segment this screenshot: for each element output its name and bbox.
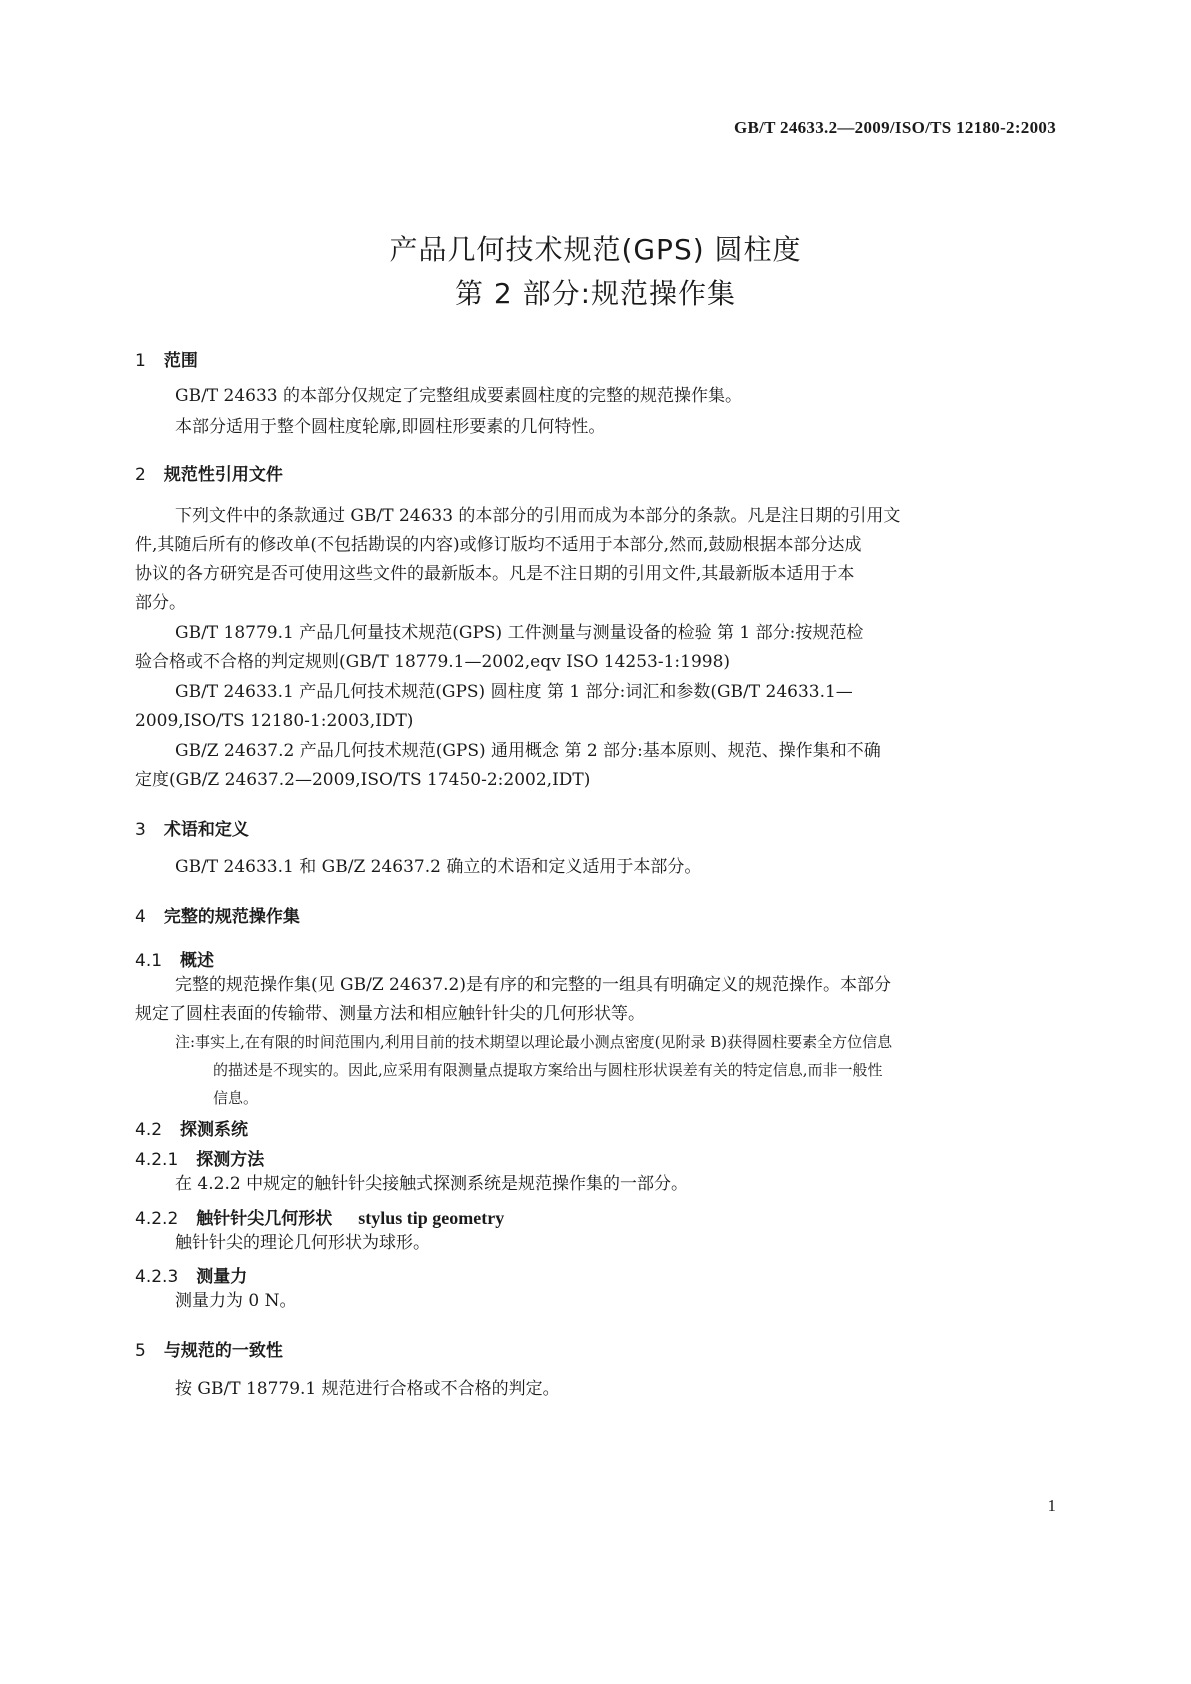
document-title: 产品几何技术规范(GPS) 圆柱度 bbox=[389, 233, 802, 266]
section-5-paragraph: 按 GB/T 18779.1 规范进行合格或不合格的判定。 bbox=[175, 1379, 560, 1399]
section-heading-2: 2 规范性引用文件 bbox=[135, 465, 283, 485]
document-subtitle: 第 2 部分:规范操作集 bbox=[454, 277, 737, 310]
section-heading-5: 5 与规范的一致性 bbox=[135, 1341, 283, 1361]
page-number: 1 bbox=[1047, 1496, 1056, 1515]
section-heading-1: 1 范围 bbox=[135, 351, 198, 371]
subsection-heading-4-2-2: 4.2.2 触针针尖几何形状 stylus tip geometry bbox=[135, 1208, 505, 1229]
subsection-heading-4-2-3: 4.2.3 测量力 bbox=[135, 1267, 248, 1287]
section-4-2-3-paragraph: 测量力为 0 N。 bbox=[175, 1291, 297, 1311]
standard-id: GB/T 24633.2—2009/ISO/TS 12180-2:2003 bbox=[733, 118, 1056, 137]
section-4-2-2-paragraph: 触针针尖的理论几何形状为球形。 bbox=[175, 1233, 430, 1253]
section-1-paragraph: 本部分适用于整个圆柱度轮廓,即圆柱形要素的几何特性。 bbox=[175, 417, 606, 437]
section-heading-4: 4 完整的规范操作集 bbox=[135, 907, 300, 927]
subsection-heading-4-1: 4.1 概述 bbox=[135, 951, 215, 971]
normative-reference: GB/T 24633.1 产品几何技术规范(GPS) 圆柱度 第 1 部分:词汇和参数(GB/T 24633.1— 2009,ISO/TS 12180-1:2003,IDT) bbox=[135, 682, 853, 731]
section-heading-3: 3 术语和定义 bbox=[135, 820, 249, 840]
normative-reference: GB/T 18779.1 产品几何量技术规范(GPS) 工件测量与测量设备的检验 第 1 部分:按规范检 验合格或不合格的判定规则(GB/T 18779.1—2002,eqv ISO 14253-1:1998) bbox=[135, 623, 864, 672]
note: 注:事实上,在有限的时间范围内,利用目前的技术期望以理论最小测点密度(见附录 B)获得圆柱要素全方位信息 的描述是不现实的。因此,应采用有限测量点提取方案给出与圆柱形状误差有关的特定信息,而非一般性 信息。 bbox=[175, 1033, 893, 1107]
normative-reference: GB/Z 24637.2 产品几何技术规范(GPS) 通用概念 第 2 部分:基本原则、规范、操作集和不确 定度(GB/Z 24637.2—2009,ISO/TS 17450-2:2002,IDT) bbox=[135, 741, 881, 790]
subsection-heading-4-2: 4.2 探测系统 bbox=[135, 1120, 249, 1140]
section-1-paragraph: GB/T 24633 的本部分仅规定了完整组成要素圆柱度的完整的规范操作集。 bbox=[175, 386, 743, 406]
section-2-intro: 下列文件中的条款通过 GB/T 24633 的本部分的引用而成为本部分的条款。凡是注日期的引用文 件,其随后所有的修改单(不包括勘误的内容)或修订版均不适用于本部分,然而,鼓励根据本部分达成 协议的各方研究是否可使用这些文件的最新版本。凡是不注日期的引用文件,其最新版本适用于本 部分。 bbox=[135, 506, 901, 613]
subsection-heading-4-2-1: 4.2.1 探测方法 bbox=[135, 1150, 265, 1170]
section-3-paragraph: GB/T 24633.1 和 GB/Z 24637.2 确立的术语和定义适用于本部分。 bbox=[175, 857, 702, 877]
section-4-2-1-paragraph: 在 4.2.2 中规定的触针针尖接触式探测系统是规范操作集的一部分。 bbox=[175, 1174, 689, 1194]
section-4-1-paragraph: 完整的规范操作集(见 GB/Z 24637.2)是有序的和完整的一组具有明确定义的规范操作。本部分 规定了圆柱表面的传输带、测量方法和相应触针针尖的几何形状等。 bbox=[135, 975, 891, 1024]
